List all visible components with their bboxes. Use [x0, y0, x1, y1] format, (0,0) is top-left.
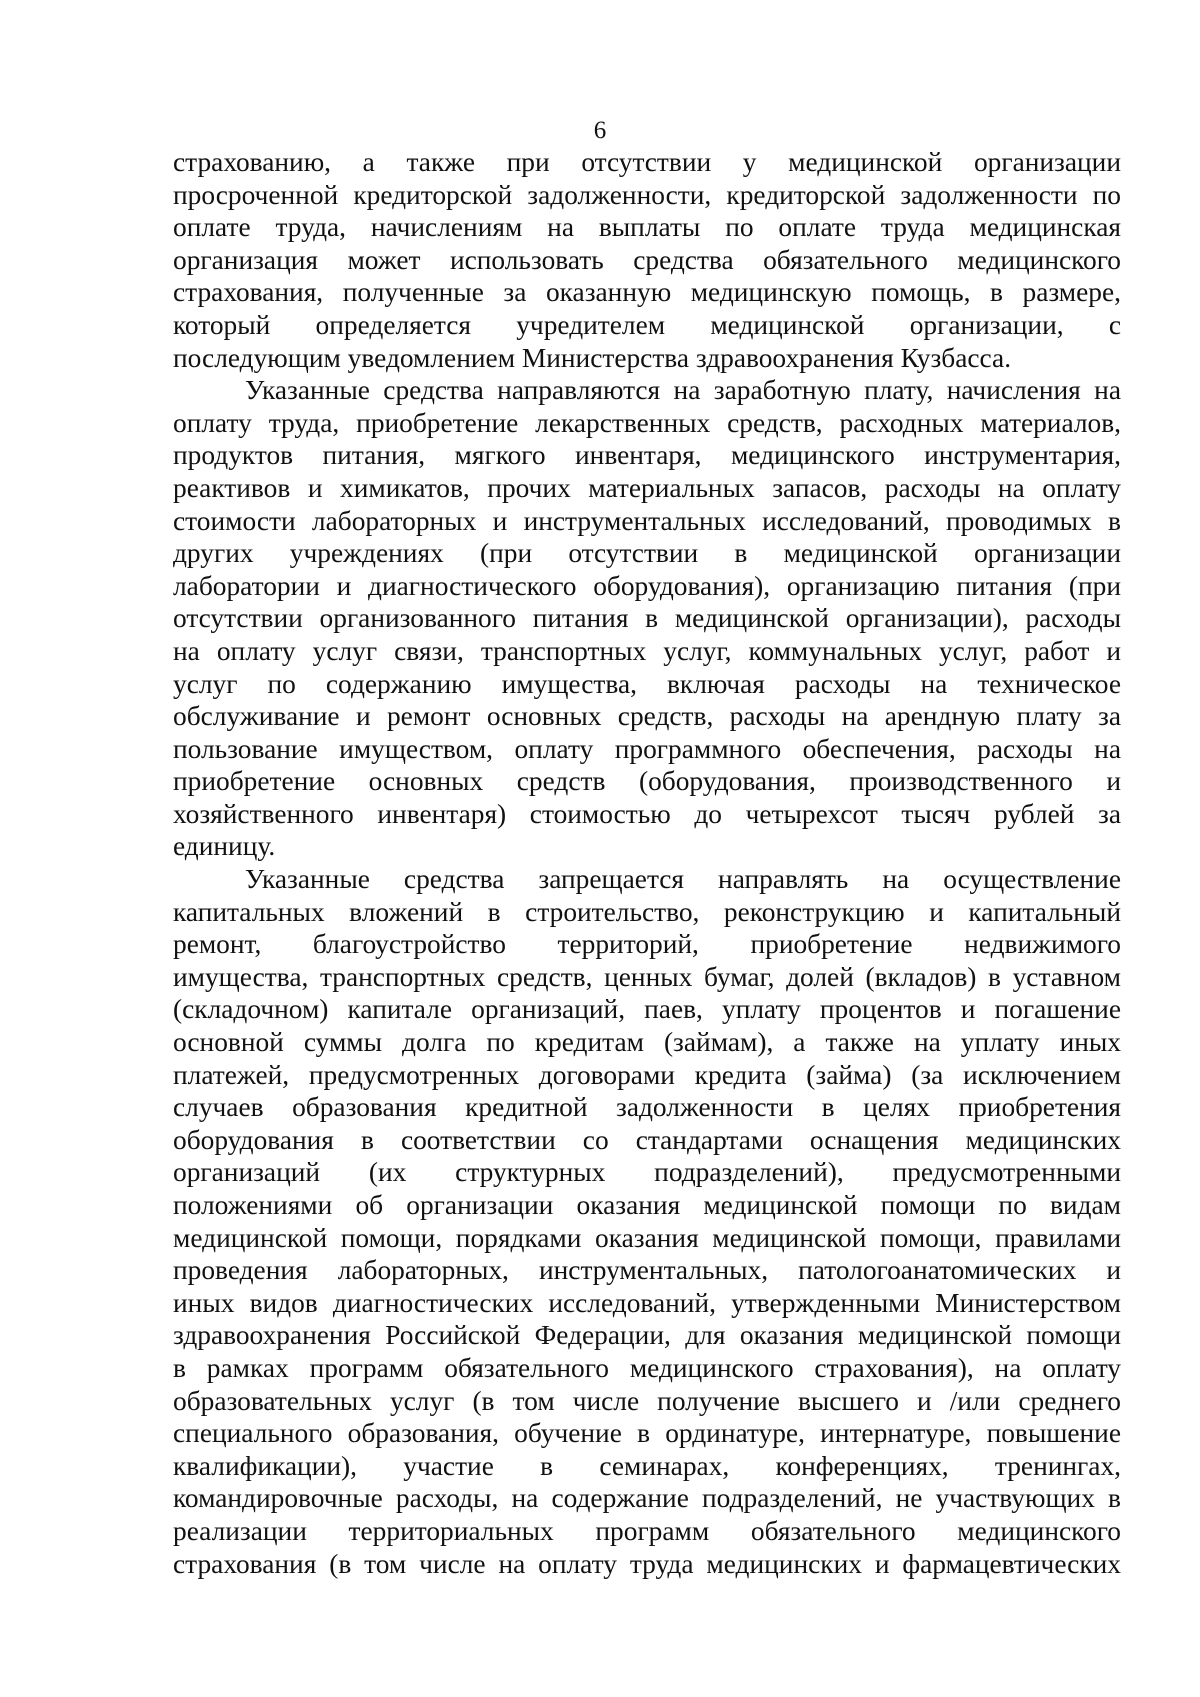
text-line: отсутствии организованного питания в медицинской организации), расходы	[173, 603, 1121, 634]
text-line: оплате труда, начислениям на выплаты по оплате труда медицинская	[173, 212, 1121, 243]
paragraph-p2	[173, 374, 1121, 863]
text-line: единицу.	[173, 831, 276, 862]
text-line: на оплату услуг связи, транспортных услуг, коммунальных услуг, работ и	[173, 635, 1121, 666]
text-line: имущества, транспортных средств, ценных бумаг, долей (вкладов) в уставном	[173, 961, 1121, 992]
paragraph-p1	[173, 146, 1121, 374]
text-line: стоимости лабораторных и инструментальных исследований, проводимых в	[173, 505, 1121, 536]
text-line: организаций (их структурных подразделений), предусмотренными	[173, 1157, 1121, 1188]
text-line: который определяется учредителем медицинской организации, с	[173, 309, 1121, 340]
text-line: медицинской помощи, порядками оказания медицинской помощи, правилами	[173, 1222, 1121, 1253]
text-line: Указанные средства запрещается направлять на осуществление	[245, 864, 1121, 895]
text-line: здравоохранения Российской Федерации, для оказания медицинской помощи	[173, 1320, 1121, 1351]
text-line: квалификации), участие в семинарах, конференциях, тренингах,	[173, 1450, 1121, 1481]
text-line: основной суммы долга по кредитам (займам), а также на уплату иных	[173, 1027, 1121, 1058]
text-line: капитальных вложений в строительство, реконструкцию и капитальный	[173, 896, 1121, 927]
text-line: организация может использовать средства обязательного медицинского	[173, 244, 1121, 275]
text-line: оплату труда, приобретение лекарственных средств, расходных материалов,	[173, 407, 1121, 438]
text-line: Указанные средства направляются на заработную плату, начисления на	[245, 375, 1121, 406]
text-line: (складочном) капитале организаций, паев, уплату процентов и погашение	[173, 994, 1121, 1025]
text-line: положениями об организации оказания медицинской помощи по видам	[173, 1190, 1121, 1220]
text-line: услуг по содержанию имущества, включая расходы на техническое	[173, 668, 1121, 699]
text-line: продуктов питания, мягкого инвентаря, медицинского инструментария,	[173, 440, 1121, 471]
text-line: страхования, полученные за оказанную медицинскую помощь, в размере,	[173, 277, 1121, 308]
text-line: хозяйственного инвентаря) стоимостью до четырехсот тысяч рублей за	[173, 798, 1121, 829]
text-line: других учреждениях (при отсутствии в медицинской организации	[173, 538, 1121, 569]
text-line: приобретение основных средств (оборудования, производственного и	[173, 766, 1121, 797]
text-line: случаев образования кредитной задолженности в целях приобретения	[173, 1092, 1121, 1123]
text-line: проведения лабораторных, инструментальных, патологоанатомических и	[173, 1255, 1121, 1286]
text-line: в рамках программ обязательного медицинского страхования), на оплату	[173, 1352, 1121, 1383]
text-line: ремонт, благоустройство территорий, приобретение недвижимого	[173, 929, 1121, 960]
text-line: обслуживание и ремонт основных средств, расходы на арендную плату за	[173, 701, 1121, 732]
text-line: последующим уведомлением Министерства здравоохранения Кузбасса.	[173, 342, 1012, 373]
text-line: специального образования, обучение в ординатуре, интернатуре, повышение	[173, 1418, 1121, 1449]
text-line: просроченной кредиторской задолженности, кредиторской задолженности по	[173, 179, 1121, 210]
text-line: образовательных услуг (в том числе получение высшего и /или среднего	[173, 1385, 1121, 1416]
text-line: платежей, предусмотренных договорами кредита (займа) (за исключением	[173, 1059, 1121, 1090]
text-line: страхования (в том числе на оплату труда медицинских и фармацевтических	[173, 1548, 1121, 1579]
text-line: пользование имуществом, оплату программного обеспечения, расходы на	[173, 733, 1121, 764]
text-line: страхованию, а также при отсутствии у медицинской организации	[173, 147, 1121, 177]
text-line: лаборатории и диагностического оборудования), организацию питания (при	[173, 570, 1121, 601]
text-line: реактивов и химикатов, прочих материальных запасов, расходы на оплату	[173, 472, 1121, 503]
text-line: оборудования в соответствии со стандартами оснащения медицинских	[173, 1124, 1121, 1155]
text-line: реализации территориальных программ обязательного медицинского	[173, 1515, 1121, 1546]
paragraph-p3	[173, 863, 1121, 1580]
text-line: командировочные расходы, на содержание подразделений, не участвующих в	[173, 1483, 1121, 1514]
document-body	[173, 146, 1121, 1580]
text-line: иных видов диагностических исследований, утвержденными Министерством	[173, 1287, 1121, 1318]
page-number: 6	[593, 117, 607, 144]
